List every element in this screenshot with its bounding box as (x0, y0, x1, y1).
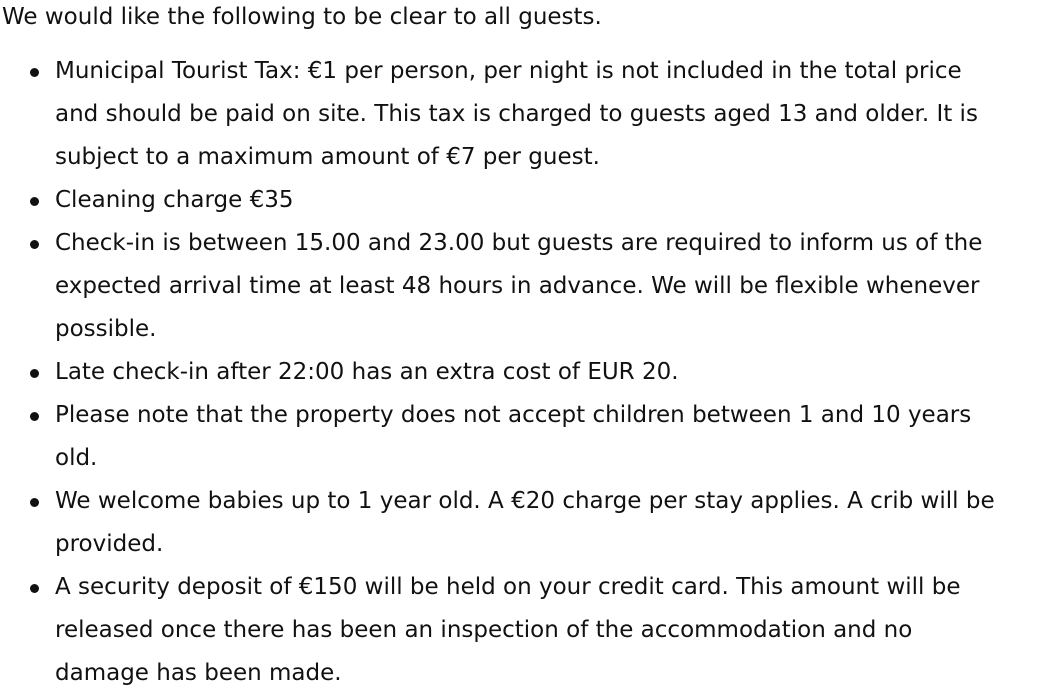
bullet-icon (30, 240, 39, 249)
policy-line: Check-in is between 15.00 and 23.00 but guests are required to inform us of the (55, 230, 983, 256)
policy-line: and should be paid on site. This tax is charged to guests aged 13 and older. It is (55, 101, 978, 127)
policy-line: Municipal Tourist Tax: €1 per person, per night is not included in the total price (55, 58, 962, 84)
policy-item-tourist-tax (0, 50, 1042, 179)
policy-item-check-in (0, 222, 1042, 351)
policy-line: possible. (55, 316, 157, 342)
policy-item-cleaning-charge (0, 179, 1042, 222)
policy-line: old. (55, 445, 98, 471)
policy-item-late-check-in (0, 351, 1042, 394)
policy-line: Cleaning charge €35 (55, 187, 294, 213)
policy-line: Please note that the property does not accept children between 1 and 10 years (55, 402, 972, 428)
policy-line: Late check-in after 22:00 has an extra cost of EUR 20. (55, 359, 679, 385)
policy-list (0, 50, 1042, 695)
bullet-icon (30, 68, 39, 77)
policy-line: provided. (55, 531, 164, 557)
policy-item-children (0, 394, 1042, 480)
policy-line: subject to a maximum amount of €7 per guest. (55, 144, 600, 170)
policy-line: We welcome babies up to 1 year old. A €20 charge per stay applies. A crib will be (55, 488, 995, 514)
policy-item-security-deposit (0, 566, 1042, 695)
policy-line: A security deposit of €150 will be held on your credit card. This amount will be (55, 574, 961, 600)
bullet-icon (30, 197, 39, 206)
bullet-icon (30, 412, 39, 421)
policy-line: expected arrival time at least 48 hours in advance. We will be flexible whenever (55, 273, 980, 299)
intro-text: We would like the following to be clear to all guests. (2, 4, 602, 30)
bullet-icon (30, 584, 39, 593)
bullet-icon (30, 498, 39, 507)
policy-line: damage has been made. (55, 660, 342, 686)
policy-line: released once there has been an inspection of the accommodation and no (55, 617, 913, 643)
policy-item-babies (0, 480, 1042, 566)
bullet-icon (30, 369, 39, 378)
